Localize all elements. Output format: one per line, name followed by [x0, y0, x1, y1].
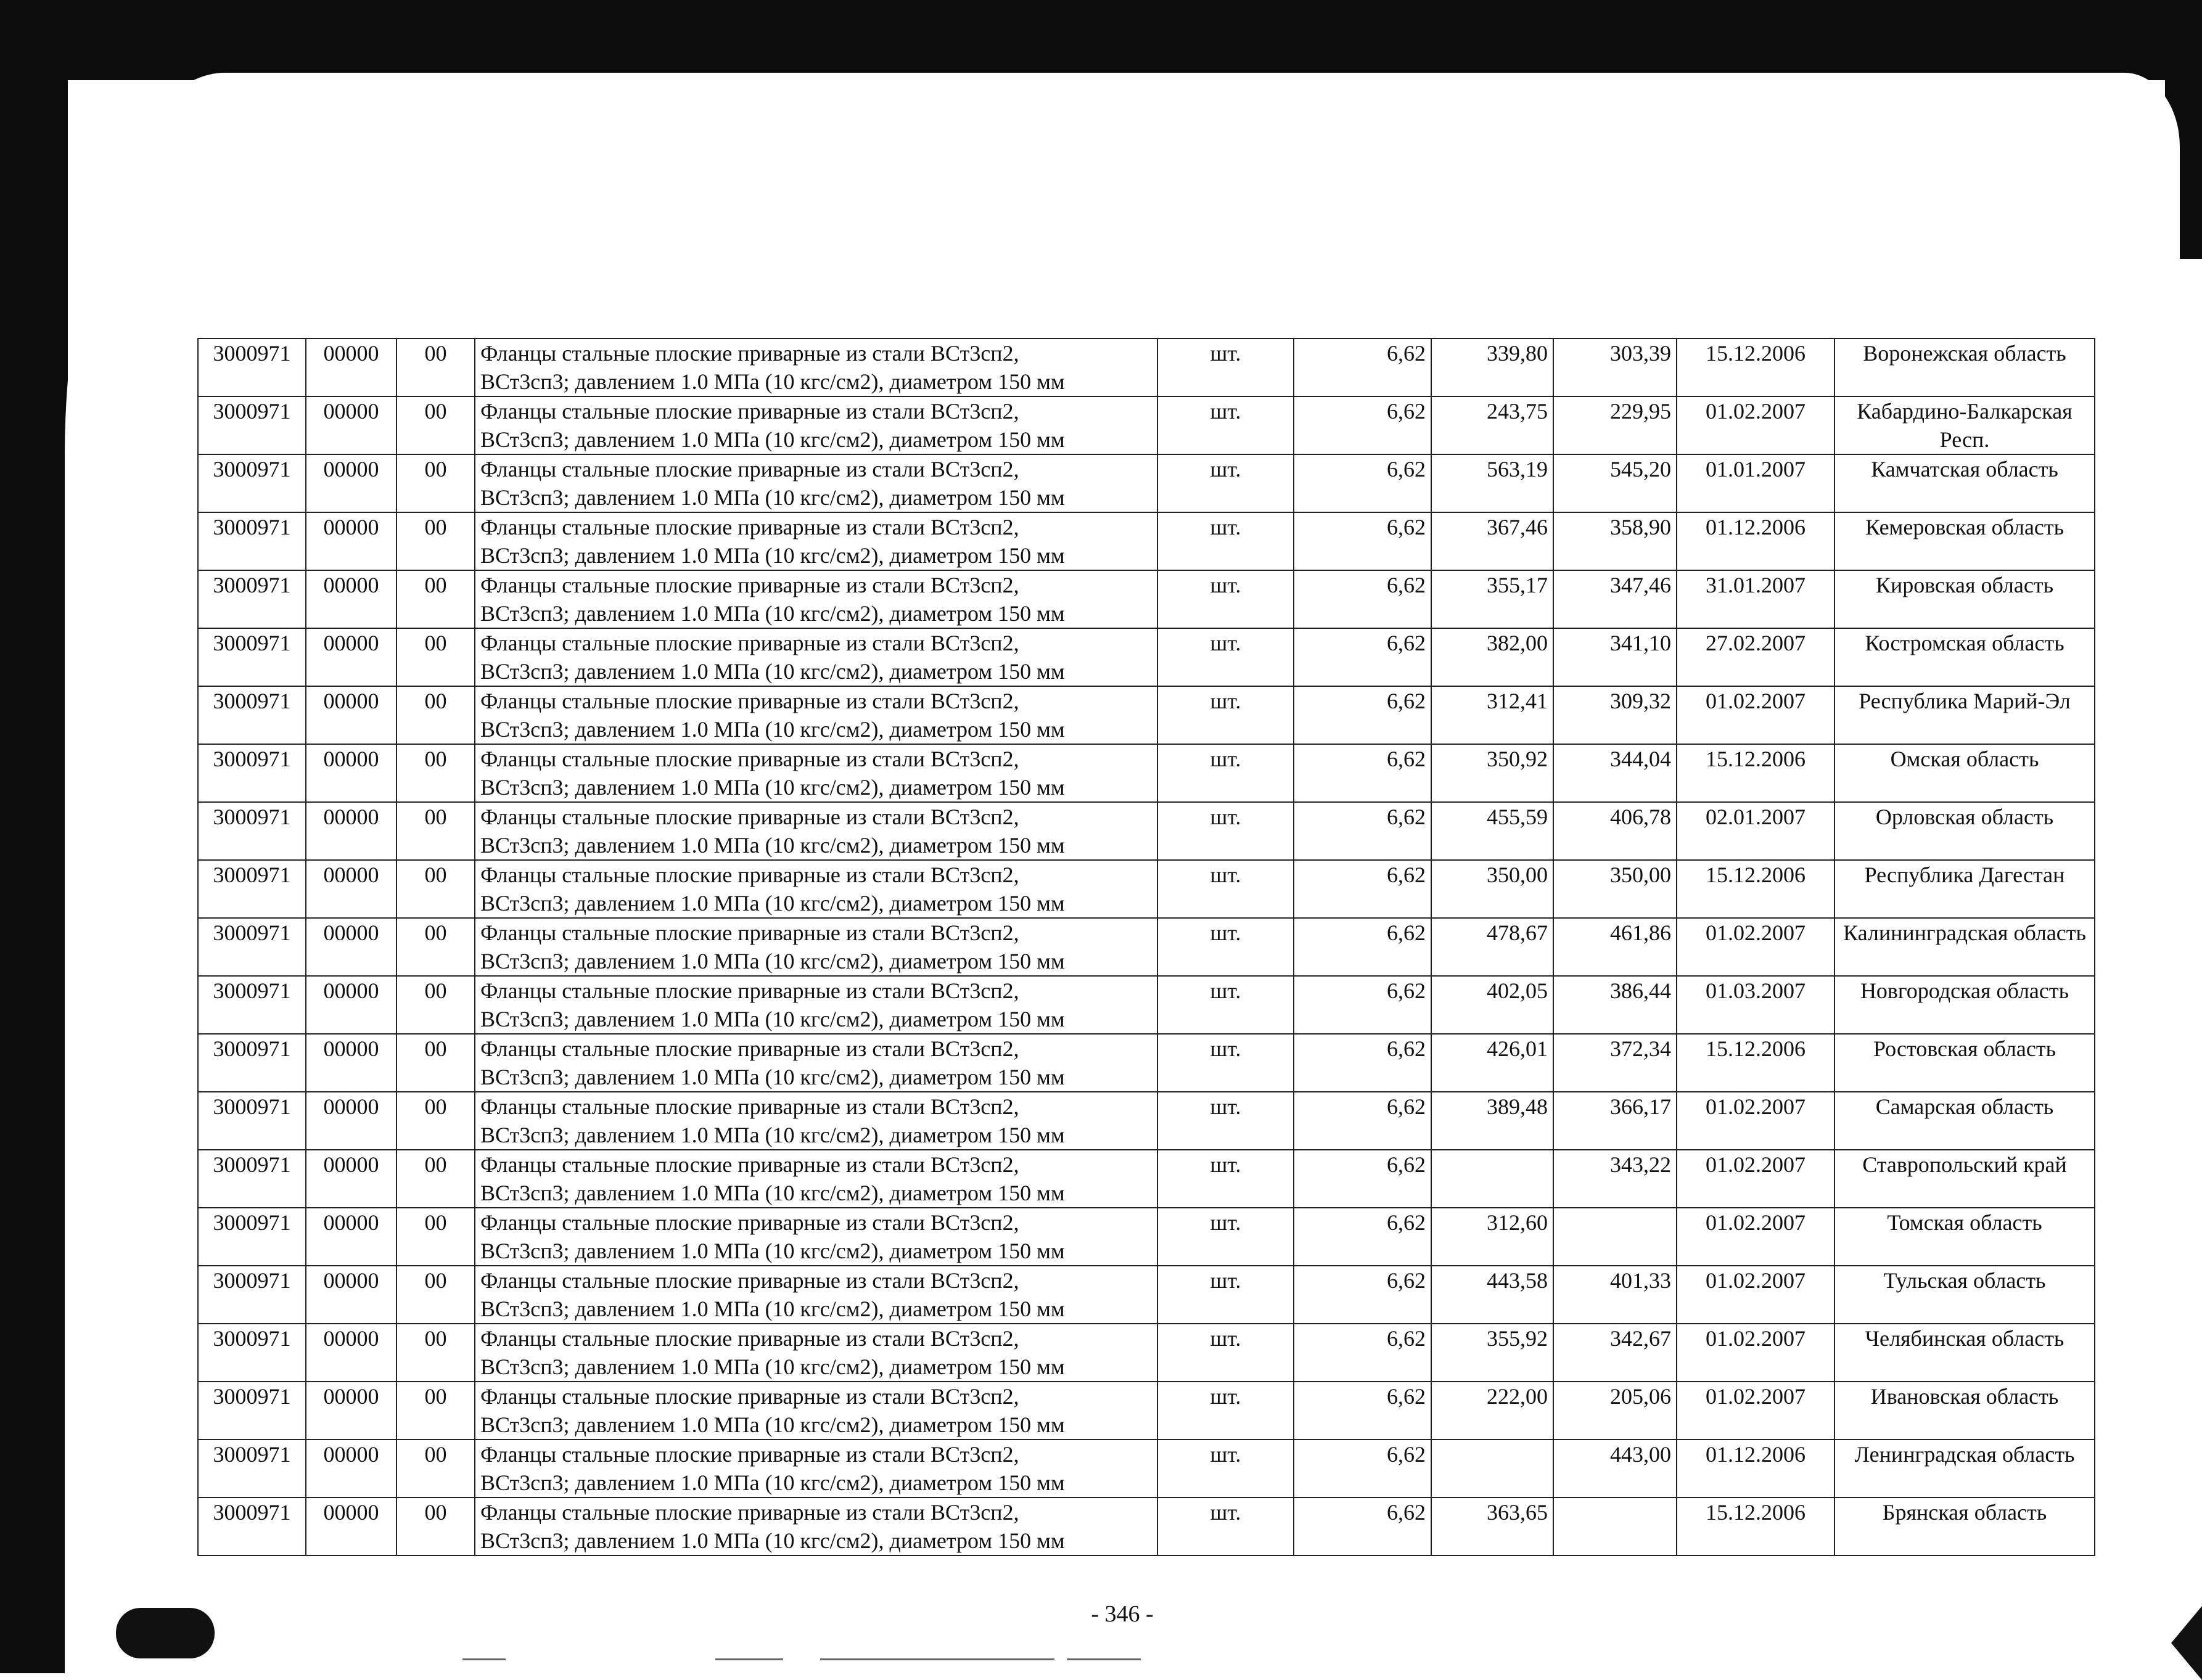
cell-unit: шт.: [1157, 1382, 1294, 1440]
cell-unit: шт.: [1157, 860, 1294, 918]
description-line-1: Фланцы стальные плоские приварные из стали ВСт3сп2,: [480, 689, 1019, 713]
cell-description: [475, 1440, 1157, 1498]
cell-description: [475, 628, 1157, 686]
description-line-2: ВСт3сп3; давлением 1.0 МПа (10 кгс/см2), диаметром 150 мм: [480, 775, 1065, 800]
description-line-1: Фланцы стальные плоские приварные из стали ВСт3сп2,: [480, 863, 1019, 887]
cell-coefficient: 6,62: [1294, 1034, 1431, 1092]
cell-description: [475, 1498, 1157, 1555]
cell-region: Челябинская область: [1834, 1324, 2095, 1382]
cell-digit: 00: [396, 686, 475, 744]
cell-unit: шт.: [1157, 454, 1294, 512]
cell-price-2: 366,17: [1553, 1092, 1677, 1150]
table-row: [198, 860, 2095, 918]
cell-description: [475, 570, 1157, 628]
cell-price-1: 363,65: [1431, 1498, 1553, 1555]
cell-coefficient: 6,62: [1294, 1382, 1431, 1440]
cell-description: [475, 976, 1157, 1034]
cell-code: 3000971: [198, 512, 306, 570]
cell-date: 31.01.2007: [1677, 570, 1834, 628]
cell-code: 3000971: [198, 860, 306, 918]
description-line-1: Фланцы стальные плоские приварные из стали ВСт3сп2,: [480, 1500, 1019, 1525]
cell-region: Кировская область: [1834, 570, 2095, 628]
cell-region: Камчатская область: [1834, 454, 2095, 512]
table-row: [198, 1092, 2095, 1150]
cell-digit: 00: [396, 918, 475, 976]
cell-region: Самарская область: [1834, 1092, 2095, 1150]
cell-digit: 00: [396, 454, 475, 512]
description-line-2: ВСт3сп3; давлением 1.0 МПа (10 кгс/см2), диаметром 150 мм: [480, 1297, 1065, 1321]
cell-price-1: 312,60: [1431, 1208, 1553, 1266]
cell-code: 3000971: [198, 628, 306, 686]
table-row: [198, 628, 2095, 686]
cell-unit: шт.: [1157, 976, 1294, 1034]
cell-digit: 00: [396, 570, 475, 628]
cell-date: 02.01.2007: [1677, 802, 1834, 860]
cell-coefficient: 6,62: [1294, 918, 1431, 976]
cell-coefficient: 6,62: [1294, 628, 1431, 686]
cell-unit: шт.: [1157, 338, 1294, 396]
cell-unit: шт.: [1157, 802, 1294, 860]
table-row: [198, 976, 2095, 1034]
description-line-1: Фланцы стальные плоские приварные из стали ВСт3сп2,: [480, 1094, 1019, 1119]
scan-border-left: [0, 0, 68, 1673]
cell-digit: 00: [396, 1324, 475, 1382]
cell-coefficient: 6,62: [1294, 570, 1431, 628]
table-row: [198, 686, 2095, 744]
scan-corner-mark: [2171, 1606, 2202, 1680]
cell-date: 27.02.2007: [1677, 628, 1834, 686]
cell-price-2: [1553, 1498, 1677, 1555]
cell-description: [475, 454, 1157, 512]
cell-description: [475, 512, 1157, 570]
table-row: [198, 570, 2095, 628]
description-line-2: ВСт3сп3; давлением 1.0 МПа (10 кгс/см2), диаметром 150 мм: [480, 891, 1065, 916]
cell-code: 3000971: [198, 976, 306, 1034]
cell-price-2: 205,06: [1553, 1382, 1677, 1440]
cell-digit: 00: [396, 338, 475, 396]
description-line-1: Фланцы стальные плоские приварные из стали ВСт3сп2,: [480, 457, 1019, 481]
cell-price-2: 229,95: [1553, 396, 1677, 454]
cell-digit: 00: [396, 1498, 475, 1555]
cell-unit: шт.: [1157, 1266, 1294, 1324]
description-line-2: ВСт3сп3; давлением 1.0 МПа (10 кгс/см2), диаметром 150 мм: [480, 717, 1065, 742]
cell-digit: 00: [396, 1034, 475, 1092]
description-line-1: Фланцы стальные плоские приварные из стали ВСт3сп2,: [480, 1384, 1019, 1409]
description-line-2: ВСт3сп3; давлением 1.0 МПа (10 кгс/см2), диаметром 150 мм: [480, 1470, 1065, 1495]
cell-region: Ленинградская область: [1834, 1440, 2095, 1498]
description-line-1: Фланцы стальные плоские приварные из стали ВСт3сп2,: [480, 515, 1019, 539]
cell-date: 01.02.2007: [1677, 1092, 1834, 1150]
cell-code: 3000971: [198, 686, 306, 744]
table-row: [198, 454, 2095, 512]
cell-coefficient: 6,62: [1294, 1092, 1431, 1150]
cell-unit: шт.: [1157, 396, 1294, 454]
cell-code: 3000971: [198, 744, 306, 802]
description-line-1: Фланцы стальные плоские приварные из стали ВСт3сп2,: [480, 1326, 1019, 1351]
footer-rule: [462, 1658, 506, 1660]
scan-punch-mark: [116, 1608, 215, 1658]
description-line-2: ВСт3сп3; давлением 1.0 МПа (10 кгс/см2), диаметром 150 мм: [480, 659, 1065, 684]
cell-date: 01.02.2007: [1677, 1150, 1834, 1208]
footer-rule: [1067, 1658, 1141, 1660]
cell-region: Ставропольский край: [1834, 1150, 2095, 1208]
description-line-2: ВСт3сп3; давлением 1.0 МПа (10 кгс/см2), диаметром 150 мм: [480, 1007, 1065, 1031]
cell-unit: шт.: [1157, 628, 1294, 686]
table-row: [198, 1440, 2095, 1498]
cell-price-2: 347,46: [1553, 570, 1677, 628]
description-line-2: ВСт3сп3; давлением 1.0 МПа (10 кгс/см2), диаметром 150 мм: [480, 543, 1065, 568]
cell-description: [475, 1208, 1157, 1266]
cell-subcode: 00000: [306, 512, 396, 570]
table-row: [198, 338, 2095, 396]
cell-price-2: 350,00: [1553, 860, 1677, 918]
description-line-1: Фланцы стальные плоские приварные из стали ВСт3сп2,: [480, 1152, 1019, 1177]
cell-code: 3000971: [198, 1150, 306, 1208]
cell-price-2: 358,90: [1553, 512, 1677, 570]
cell-date: 15.12.2006: [1677, 1498, 1834, 1555]
cell-coefficient: 6,62: [1294, 338, 1431, 396]
cell-region: Брянская область: [1834, 1498, 2095, 1555]
description-line-2: ВСт3сп3; давлением 1.0 МПа (10 кгс/см2), диаметром 150 мм: [480, 1354, 1065, 1379]
cell-price-1: 350,92: [1431, 744, 1553, 802]
cell-date: 01.02.2007: [1677, 1266, 1834, 1324]
cell-subcode: 00000: [306, 628, 396, 686]
cell-price-2: 372,34: [1553, 1034, 1677, 1092]
cell-price-1: 243,75: [1431, 396, 1553, 454]
cell-subcode: 00000: [306, 396, 396, 454]
cell-subcode: 00000: [306, 1208, 396, 1266]
table-row: [198, 1208, 2095, 1266]
cell-coefficient: 6,62: [1294, 1498, 1431, 1555]
cell-region: Кабардино-Балкарская Респ.: [1834, 396, 2095, 454]
description-line-1: Фланцы стальные плоские приварные из стали ВСт3сп2,: [480, 631, 1019, 655]
description-line-1: Фланцы стальные плоские приварные из стали ВСт3сп2,: [480, 920, 1019, 945]
cell-date: 15.12.2006: [1677, 744, 1834, 802]
cell-subcode: 00000: [306, 1382, 396, 1440]
cell-date: 01.03.2007: [1677, 976, 1834, 1034]
cell-price-1: 222,00: [1431, 1382, 1553, 1440]
cell-price-2: 461,86: [1553, 918, 1677, 976]
cell-price-2: 342,67: [1553, 1324, 1677, 1382]
cell-subcode: 00000: [306, 454, 396, 512]
cell-price-1: 355,92: [1431, 1324, 1553, 1382]
table-row: [198, 1150, 2095, 1208]
cell-price-2: 343,22: [1553, 1150, 1677, 1208]
cell-description: [475, 1034, 1157, 1092]
cell-code: 3000971: [198, 454, 306, 512]
table-row: [198, 1034, 2095, 1092]
cell-digit: 00: [396, 1382, 475, 1440]
table-row: [198, 744, 2095, 802]
cell-code: 3000971: [198, 1440, 306, 1498]
cell-date: 15.12.2006: [1677, 1034, 1834, 1092]
cell-unit: шт.: [1157, 1150, 1294, 1208]
cell-digit: 00: [396, 744, 475, 802]
description-line-1: Фланцы стальные плоские приварные из стали ВСт3сп2,: [480, 1210, 1019, 1235]
cell-unit: шт.: [1157, 1498, 1294, 1555]
cell-region: Ростовская область: [1834, 1034, 2095, 1092]
cell-region: Ивановская область: [1834, 1382, 2095, 1440]
cell-code: 3000971: [198, 1034, 306, 1092]
cell-digit: 00: [396, 1440, 475, 1498]
cell-date: 01.01.2007: [1677, 454, 1834, 512]
price-table-body: [198, 338, 2095, 1555]
cell-subcode: 00000: [306, 338, 396, 396]
description-line-2: ВСт3сп3; давлением 1.0 МПа (10 кгс/см2), диаметром 150 мм: [480, 1123, 1065, 1147]
description-line-2: ВСт3сп3; давлением 1.0 МПа (10 кгс/см2), диаметром 150 мм: [480, 427, 1065, 452]
cell-price-2: 406,78: [1553, 802, 1677, 860]
cell-date: 01.12.2006: [1677, 512, 1834, 570]
cell-description: [475, 918, 1157, 976]
cell-price-2: 443,00: [1553, 1440, 1677, 1498]
cell-code: 3000971: [198, 1324, 306, 1382]
cell-region: Республика Марий-Эл: [1834, 686, 2095, 744]
cell-coefficient: 6,62: [1294, 396, 1431, 454]
cell-code: 3000971: [198, 338, 306, 396]
cell-coefficient: 6,62: [1294, 512, 1431, 570]
description-line-1: Фланцы стальные плоские приварные из стали ВСт3сп2,: [480, 1036, 1019, 1061]
cell-description: [475, 338, 1157, 396]
cell-unit: шт.: [1157, 1034, 1294, 1092]
cell-code: 3000971: [198, 396, 306, 454]
cell-description: [475, 860, 1157, 918]
cell-price-2: 386,44: [1553, 976, 1677, 1034]
cell-description: [475, 1092, 1157, 1150]
cell-region: Воронежская область: [1834, 338, 2095, 396]
cell-code: 3000971: [198, 802, 306, 860]
description-line-1: Фланцы стальные плоские приварные из стали ВСт3сп2,: [480, 1442, 1019, 1467]
cell-region: Новгородская область: [1834, 976, 2095, 1034]
description-line-1: Фланцы стальные плоские приварные из стали ВСт3сп2,: [480, 1268, 1019, 1293]
footer-rule: [715, 1658, 783, 1660]
cell-price-1: 367,46: [1431, 512, 1553, 570]
description-line-2: ВСт3сп3; давлением 1.0 МПа (10 кгс/см2), диаметром 150 мм: [480, 1181, 1065, 1205]
cell-date: 01.12.2006: [1677, 1440, 1834, 1498]
cell-unit: шт.: [1157, 1092, 1294, 1150]
cell-price-1: 402,05: [1431, 976, 1553, 1034]
cell-region: Орловская область: [1834, 802, 2095, 860]
cell-digit: 00: [396, 860, 475, 918]
cell-description: [475, 1382, 1157, 1440]
cell-unit: шт.: [1157, 686, 1294, 744]
table-row: [198, 1324, 2095, 1382]
cell-region: Омская область: [1834, 744, 2095, 802]
table-row: [198, 918, 2095, 976]
cell-unit: шт.: [1157, 570, 1294, 628]
cell-description: [475, 1266, 1157, 1324]
cell-digit: 00: [396, 976, 475, 1034]
table-row: [198, 1382, 2095, 1440]
description-line-2: ВСт3сп3; давлением 1.0 МПа (10 кгс/см2), диаметром 150 мм: [480, 485, 1065, 510]
cell-date: 01.02.2007: [1677, 1324, 1834, 1382]
cell-description: [475, 744, 1157, 802]
cell-digit: 00: [396, 512, 475, 570]
cell-region: Кемеровская область: [1834, 512, 2095, 570]
cell-description: [475, 396, 1157, 454]
description-line-2: ВСт3сп3; давлением 1.0 МПа (10 кгс/см2), диаметром 150 мм: [480, 369, 1065, 394]
cell-subcode: 00000: [306, 802, 396, 860]
description-line-2: ВСт3сп3; давлением 1.0 МПа (10 кгс/см2), диаметром 150 мм: [480, 949, 1065, 973]
cell-digit: 00: [396, 802, 475, 860]
cell-region: Тульская область: [1834, 1266, 2095, 1324]
cell-coefficient: 6,62: [1294, 1150, 1431, 1208]
table-row: [198, 802, 2095, 860]
cell-date: 01.02.2007: [1677, 1208, 1834, 1266]
table-row: [198, 512, 2095, 570]
cell-subcode: 00000: [306, 570, 396, 628]
description-line-2: ВСт3сп3; давлением 1.0 МПа (10 кгс/см2), диаметром 150 мм: [480, 1239, 1065, 1263]
cell-code: 3000971: [198, 1498, 306, 1555]
cell-price-1: 389,48: [1431, 1092, 1553, 1150]
cell-subcode: 00000: [306, 860, 396, 918]
table-row: [198, 396, 2095, 454]
cell-coefficient: 6,62: [1294, 454, 1431, 512]
cell-coefficient: 6,62: [1294, 860, 1431, 918]
cell-price-2: 309,32: [1553, 686, 1677, 744]
cell-unit: шт.: [1157, 1324, 1294, 1382]
cell-region: Томская область: [1834, 1208, 2095, 1266]
cell-digit: 00: [396, 396, 475, 454]
cell-date: 01.02.2007: [1677, 396, 1834, 454]
cell-date: 15.12.2006: [1677, 338, 1834, 396]
cell-price-2: 545,20: [1553, 454, 1677, 512]
description-line-1: Фланцы стальные плоские приварные из стали ВСт3сп2,: [480, 399, 1019, 424]
cell-price-2: 341,10: [1553, 628, 1677, 686]
description-line-2: ВСт3сп3; давлением 1.0 МПа (10 кгс/см2), диаметром 150 мм: [480, 833, 1065, 858]
cell-price-2: 344,04: [1553, 744, 1677, 802]
cell-price-1: 563,19: [1431, 454, 1553, 512]
cell-coefficient: 6,62: [1294, 1208, 1431, 1266]
cell-price-1: 312,41: [1431, 686, 1553, 744]
cell-region: Костромская область: [1834, 628, 2095, 686]
cell-description: [475, 802, 1157, 860]
cell-date: 01.02.2007: [1677, 918, 1834, 976]
cell-coefficient: 6,62: [1294, 976, 1431, 1034]
cell-price-1: [1431, 1150, 1553, 1208]
cell-coefficient: 6,62: [1294, 1324, 1431, 1382]
scan-border-top: [0, 0, 2202, 80]
cell-subcode: 00000: [306, 1498, 396, 1555]
cell-price-1: [1431, 1440, 1553, 1498]
price-table: [197, 338, 2095, 1556]
table-row: [198, 1266, 2095, 1324]
cell-region: Республика Дагестан: [1834, 860, 2095, 918]
description-line-2: ВСт3сп3; давлением 1.0 МПа (10 кгс/см2), диаметром 150 мм: [480, 1412, 1065, 1437]
cell-price-1: 455,59: [1431, 802, 1553, 860]
cell-unit: шт.: [1157, 512, 1294, 570]
cell-subcode: 00000: [306, 1034, 396, 1092]
cell-price-2: 401,33: [1553, 1266, 1677, 1324]
cell-unit: шт.: [1157, 918, 1294, 976]
cell-description: [475, 686, 1157, 744]
cell-price-1: 443,58: [1431, 1266, 1553, 1324]
description-line-1: Фланцы стальные плоские приварные из стали ВСт3сп2,: [480, 978, 1019, 1003]
cell-price-2: 303,39: [1553, 338, 1677, 396]
cell-price-2: [1553, 1208, 1677, 1266]
cell-subcode: 00000: [306, 918, 396, 976]
cell-digit: 00: [396, 1208, 475, 1266]
cell-subcode: 00000: [306, 976, 396, 1034]
cell-subcode: 00000: [306, 1150, 396, 1208]
cell-description: [475, 1324, 1157, 1382]
cell-code: 3000971: [198, 918, 306, 976]
description-line-1: Фланцы стальные плоские приварные из стали ВСт3сп2,: [480, 341, 1019, 366]
cell-date: 15.12.2006: [1677, 860, 1834, 918]
cell-code: 3000971: [198, 570, 306, 628]
cell-subcode: 00000: [306, 1092, 396, 1150]
cell-price-1: 426,01: [1431, 1034, 1553, 1092]
cell-coefficient: 6,62: [1294, 802, 1431, 860]
footer-rule: [820, 1658, 1054, 1660]
cell-coefficient: 6,62: [1294, 744, 1431, 802]
cell-unit: шт.: [1157, 1208, 1294, 1266]
cell-price-1: 382,00: [1431, 628, 1553, 686]
cell-price-1: 339,80: [1431, 338, 1553, 396]
description-line-2: ВСт3сп3; давлением 1.0 МПа (10 кгс/см2), диаметром 150 мм: [480, 1065, 1065, 1089]
cell-subcode: 00000: [306, 1324, 396, 1382]
cell-unit: шт.: [1157, 1440, 1294, 1498]
cell-coefficient: 6,62: [1294, 686, 1431, 744]
cell-subcode: 00000: [306, 1440, 396, 1498]
cell-code: 3000971: [198, 1208, 306, 1266]
cell-subcode: 00000: [306, 686, 396, 744]
cell-code: 3000971: [198, 1092, 306, 1150]
cell-price-1: 478,67: [1431, 918, 1553, 976]
cell-coefficient: 6,62: [1294, 1440, 1431, 1498]
description-line-1: Фланцы стальные плоские приварные из стали ВСт3сп2,: [480, 573, 1019, 597]
cell-date: 01.02.2007: [1677, 1382, 1834, 1440]
cell-description: [475, 1150, 1157, 1208]
description-line-2: ВСт3сп3; давлением 1.0 МПа (10 кгс/см2), диаметром 150 мм: [480, 601, 1065, 626]
cell-price-1: 350,00: [1431, 860, 1553, 918]
cell-price-1: 355,17: [1431, 570, 1553, 628]
cell-digit: 00: [396, 1150, 475, 1208]
cell-unit: шт.: [1157, 744, 1294, 802]
description-line-1: Фланцы стальные плоские приварные из стали ВСт3сп2,: [480, 805, 1019, 829]
description-line-1: Фланцы стальные плоские приварные из стали ВСт3сп2,: [480, 747, 1019, 771]
cell-digit: 00: [396, 628, 475, 686]
cell-region: Калининградская область: [1834, 918, 2095, 976]
table-row: [198, 1498, 2095, 1555]
cell-subcode: 00000: [306, 744, 396, 802]
description-line-2: ВСт3сп3; давлением 1.0 МПа (10 кгс/см2), диаметром 150 мм: [480, 1528, 1065, 1553]
cell-coefficient: 6,62: [1294, 1266, 1431, 1324]
cell-digit: 00: [396, 1266, 475, 1324]
cell-subcode: 00000: [306, 1266, 396, 1324]
cell-code: 3000971: [198, 1382, 306, 1440]
cell-digit: 00: [396, 1092, 475, 1150]
cell-date: 01.02.2007: [1677, 686, 1834, 744]
page-number: - 346 -: [1091, 1601, 1154, 1627]
cell-code: 3000971: [198, 1266, 306, 1324]
